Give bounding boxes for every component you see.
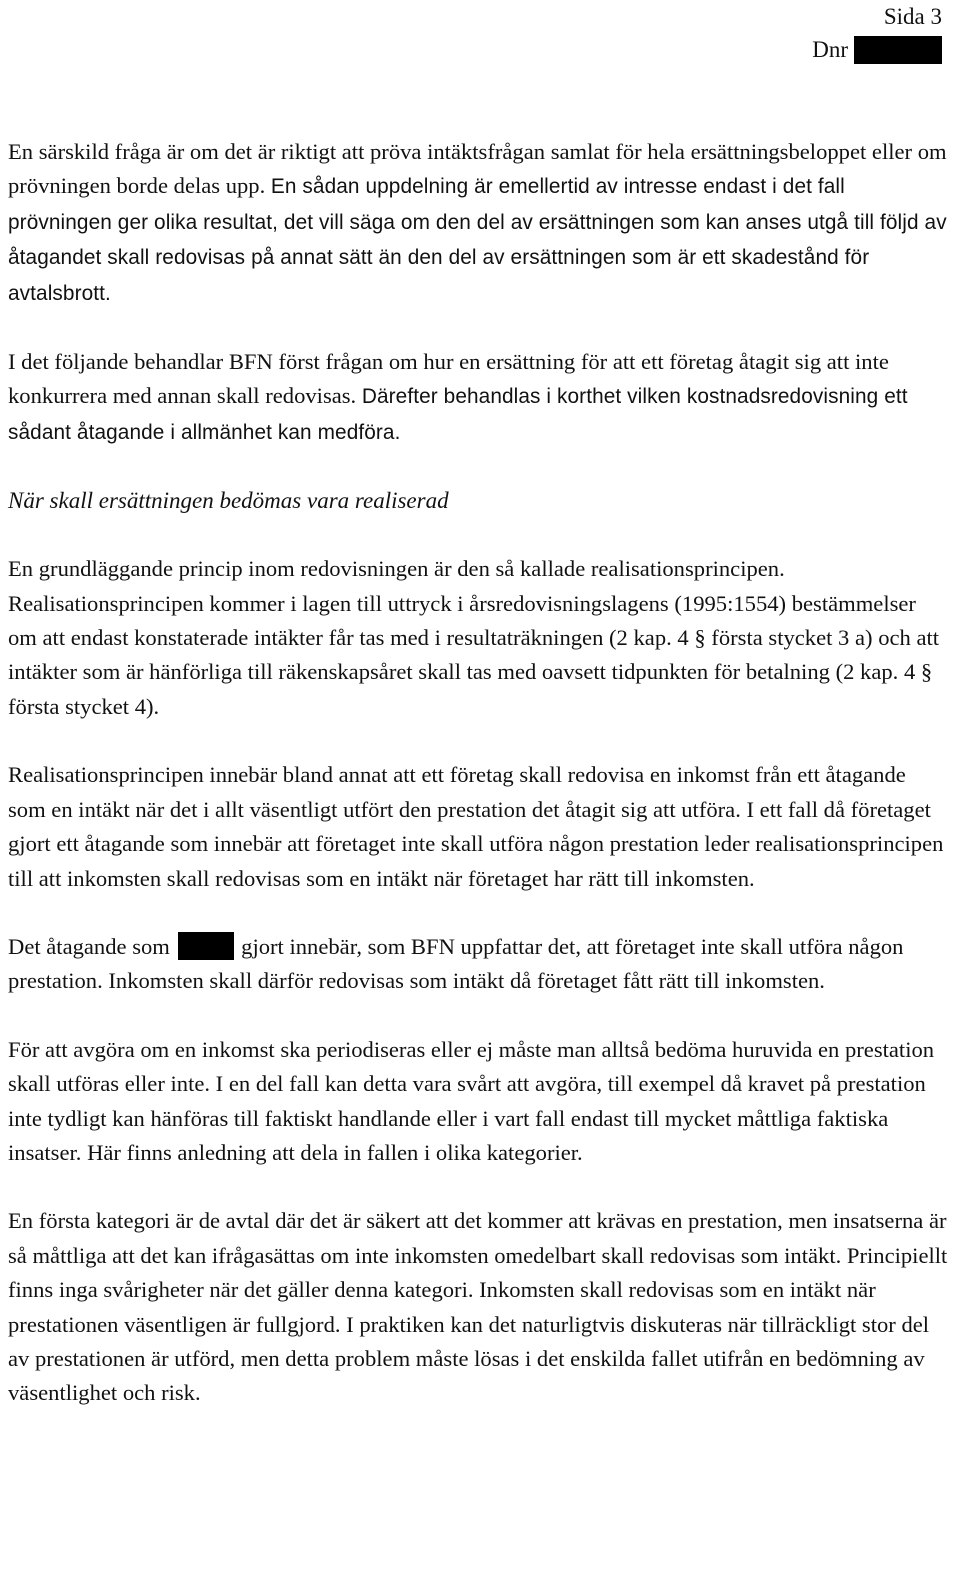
redacted-company-name — [178, 932, 234, 960]
paragraph-commitment-part-2: gjort innebär, som BFN uppfattar det, att företaget inte skall utföra någon prestation. Inkomsten skall därför redovisas som intäkt då företaget fått rätt till inkomsten. — [8, 933, 904, 994]
paragraph-intro-part-1: En särskild fråga är om det är riktigt att pröva intäktsfrågan samlat för hela ersättningsbeloppet eller om prövningen borde delas upp. — [8, 139, 947, 199]
paragraph-realisation-meaning: Realisationsprincipen innebär bland annat att ett företag skall redovisa en inkomst från ett åtagande som en intäkt när det i allt väsentligt utfört den prestation det åtagit sig att utföra. I ett fall då företaget gjort ett åtagande som innebär att företaget inte skall utföra någon prestation leder realisationsprincipen till att inkomsten skall redovisas som en intäkt när företaget har rätt till inkomsten. — [8, 762, 944, 891]
paragraph-bfn-overview-part-1: I det följande behandlar BFN först frågan om hur en ersättning för att ett företag åtagit sig att inte konkurrera med annan skall redovisas. — [8, 349, 889, 409]
paragraph-commitment-part-1: Det åtagande som — [8, 933, 176, 959]
paragraph-intro — [8, 135, 948, 311]
paragraph-periodisation: För att avgöra om en inkomst ska periodiseras eller ej måste man alltså bedöma huruvida en prestation skall utföras eller inte. I en del fall kan detta vara svårt att avgöra, till exempel då kravet på prestation inte tydligt kan hänföras till faktiskt handlande eller i vart fall endast till mycket måttliga faktiska insatser. Här finns anledning att dela in fallen i olika kategorier. — [8, 1036, 935, 1165]
page-header — [812, 0, 942, 66]
page-number-line — [812, 0, 942, 33]
paragraph-commitment — [8, 930, 948, 999]
paragraph-first-category: En första kategori är de avtal där det är säkert att det kommer att krävas en prestation, men insatserna är så måttliga att det kan ifrågasättas om inte inkomsten omedelbart skall redovisas som intäkt. Principiellt finns inga svårigheter när det gäller denna kategori. Inkomsten skall redovisas som en intäkt när prestationen väsentligen är fullgjord. I praktiken kan det naturligtvis diskuteras när tillräckligt stor del av prestationen är utförd, men detta problem måste lösas i det enskilda fallet utifrån en bedömning av väsentlighet och risk. — [8, 1208, 948, 1406]
paragraph-realisation-principle: En grundläggande princip inom redovisningen är den så kallade realisationsprincipen. Realisationsprincipen kommer i lagen till uttryck i årsredovisningslagens (1995:1554) bestämmelser om att endast konstaterade intäkter får tas med i resultaträkningen (2 kap. 4 § första stycket 3 a) och att intäkter som är hänförliga till räkenskapsåret skall tas med oavsett tidpunkten för betalning (2 kap. 4 § första stycket 4). — [8, 556, 940, 719]
section-heading: När skall ersättningen bedömas vara realiserad — [8, 488, 449, 514]
paragraph-bfn-overview-part-2: Därefter behandlas i korthet vilken kostnadsredovisning ett sådant åtagande i allmänhet kan medföra. — [8, 385, 908, 444]
dnr-label: Dnr — [812, 37, 848, 62]
paragraph-bfn-overview — [8, 345, 948, 450]
redacted-dnr-box — [854, 36, 942, 64]
page-number: Sida 3 — [883, 4, 942, 29]
dnr-line — [812, 33, 942, 66]
document-body — [8, 135, 948, 1411]
paragraph-intro-part-2: En sådan uppdelning är emellertid av intresse endast i det fall prövningen ger olika resultat, det vill säga om den del av ersättningen som kan anses utgå till följd av åtagandet skall redovisas på annat sätt än den del av ersättningen som är ett skadestånd för avtalsbrott. — [8, 175, 947, 305]
